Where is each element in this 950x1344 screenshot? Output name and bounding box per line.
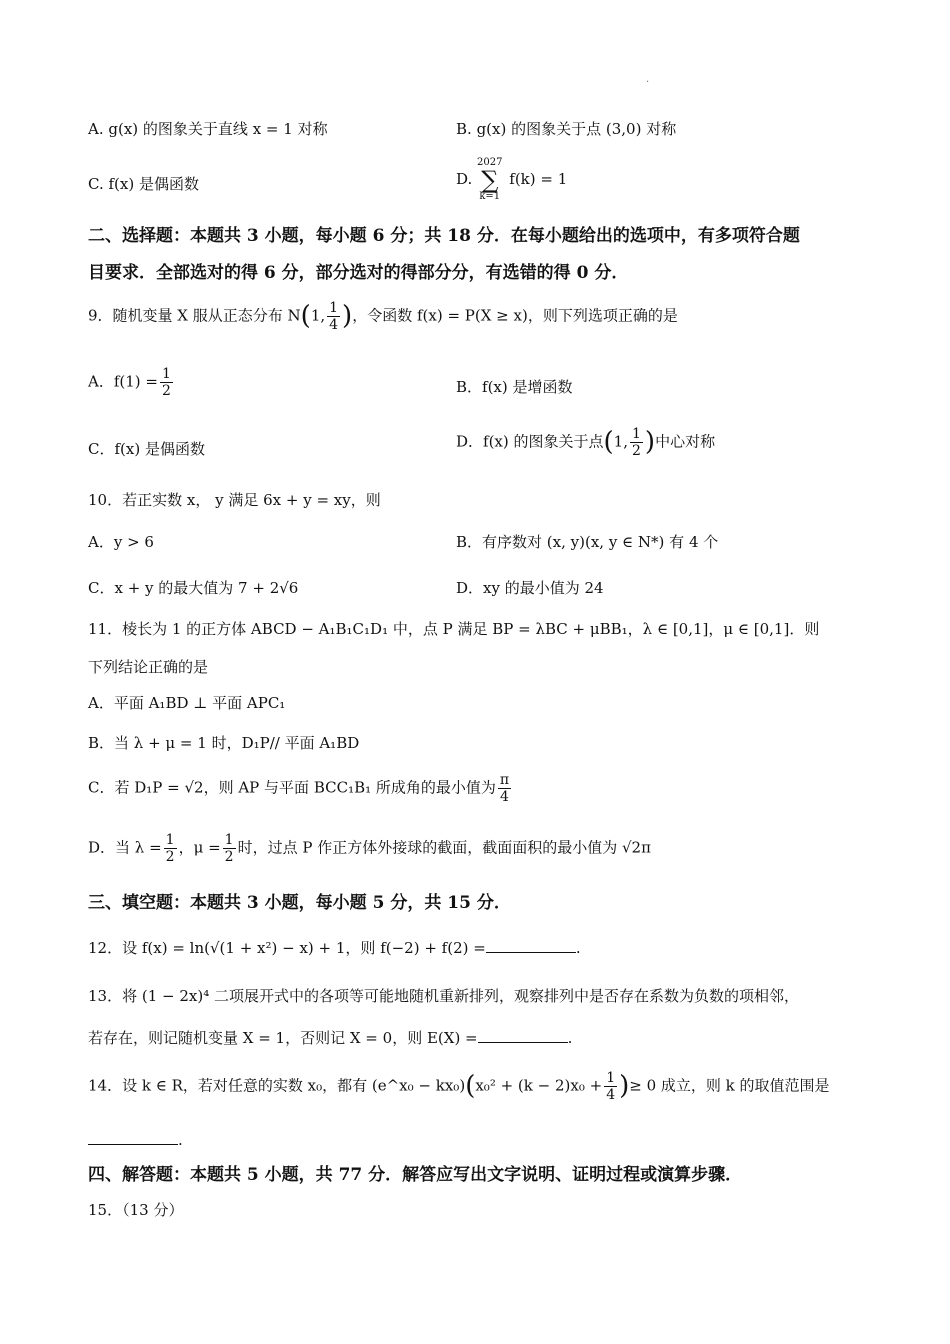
answer-blank[interactable] — [486, 938, 576, 953]
answer-blank[interactable] — [478, 1028, 568, 1043]
q11-option-c: C．若 D₁P = √2，则 AP 与平面 BCC₁B₁ 所成角的最小值为 $\frac{\pi}{4}$ — [88, 772, 510, 806]
q15: 15．（13 分） — [88, 1201, 184, 1219]
q8-option-b: B. g(x) 的图象关于点 (3,0) 对称 — [456, 120, 677, 138]
section3-title: 三、填空题：本题共 3 小题，每小题 5 分，共 15 分． — [88, 893, 511, 913]
q8-option-d: D. 2027 ∑ k=1 f(k) = 1 — [456, 157, 568, 202]
q11-option-b: B．当 λ + μ = 1 时，D₁P// 平面 A₁BD — [88, 734, 360, 752]
q10-option-b: B．有序数对 (x, y)(x, y ∈ N*) 有 4 个 — [456, 533, 719, 551]
q12: 12．设 f(x) = ln(√(1 + x²) − x) + 1，则 f(−2) + f(2) = . — [88, 939, 581, 957]
q13-line1: 13．将 (1 − 2x)⁴ 二项展开式中的各项等可能地随机重新排列，观察排列中是否存在系数为负数的项相邻， — [88, 987, 799, 1005]
q10-option-c: C．x + y 的最大值为 7 + 2√6 — [88, 579, 299, 597]
q11-stem-line1: 11．棱长为 1 的正方体 ABCD − A₁B₁C₁D₁ 中，点 P 满足 BP = λBC + μBB₁，λ ∈ [0,1]，μ ∈ [0,1]．则 — [88, 620, 820, 638]
q9-option-a: A．f(1) = $\frac{1}{2}$ — [88, 366, 171, 400]
section2-line2: 目要求．全部选对的得 6 分，部分选对的得部分分，有选错的得 0 分． — [88, 263, 629, 283]
q10-option-a: A．y > 6 — [88, 533, 154, 551]
q8-option-c: C. f(x) 是偶函数 — [88, 175, 199, 193]
q14-line2: . — [88, 1130, 183, 1149]
section2-line1: 二、选择题：本题共 3 小题，每小题 6 分；共 18 分．在每小题给出的选项中，有多项符合题 — [88, 226, 800, 246]
summation-symbol: 2027 ∑ k=1 — [477, 157, 503, 202]
answer-blank[interactable] — [88, 1130, 178, 1145]
q9-option-d: D．f(x) 的图象关于点(1, $\frac{1}{2}$ )中心对称 — [456, 426, 716, 460]
q11-stem-line2: 下列结论正确的是 — [88, 658, 209, 676]
q11-option-d: D．当 λ = $\frac{1}{2}$ ，μ = $\frac{1}{2}$ 时，过点 P 作正方体外接球的截面，截面面积的最小值为 √2π — [88, 832, 651, 866]
q9-option-c: C．f(x) 是偶函数 — [88, 440, 205, 458]
q13-line2: 若存在，则记随机变量 X = 1，否则记 X = 0，则 E(X) = . — [88, 1029, 573, 1047]
q10-option-d: D．xy 的最小值为 24 — [456, 579, 604, 597]
section4-title: 四、解答题：本题共 5 小题，共 77 分．解答应写出文字说明、证明过程或演算步骤． — [88, 1165, 743, 1185]
q9-option-b: B．f(x) 是增函数 — [456, 378, 573, 396]
q10-stem: 10．若正实数 x， y 满足 6x + y = xy，则 — [88, 491, 381, 509]
q9-stem: 9．随机变量 X 服从正态分布 N(1, $\frac{1}{4}$ )，令函数 f(x) = P(X ≥ x)，则下列选项正确的是 — [88, 300, 678, 334]
q11-option-a: A．平面 A₁BD ⊥ 平面 APC₁ — [88, 694, 286, 712]
q14-line1: 14．设 k ∈ R，若对任意的实数 x₀，都有 (e^x₀ − kx₀)(x₀² + (k − 2)x₀ + $\frac{1}{4}$ )≥ 0 成立，则 k 的取值范围是 — [88, 1070, 830, 1104]
q8-option-a: A. g(x) 的图象关于直线 x = 1 对称 — [88, 120, 328, 138]
page-dot: . — [646, 74, 650, 85]
